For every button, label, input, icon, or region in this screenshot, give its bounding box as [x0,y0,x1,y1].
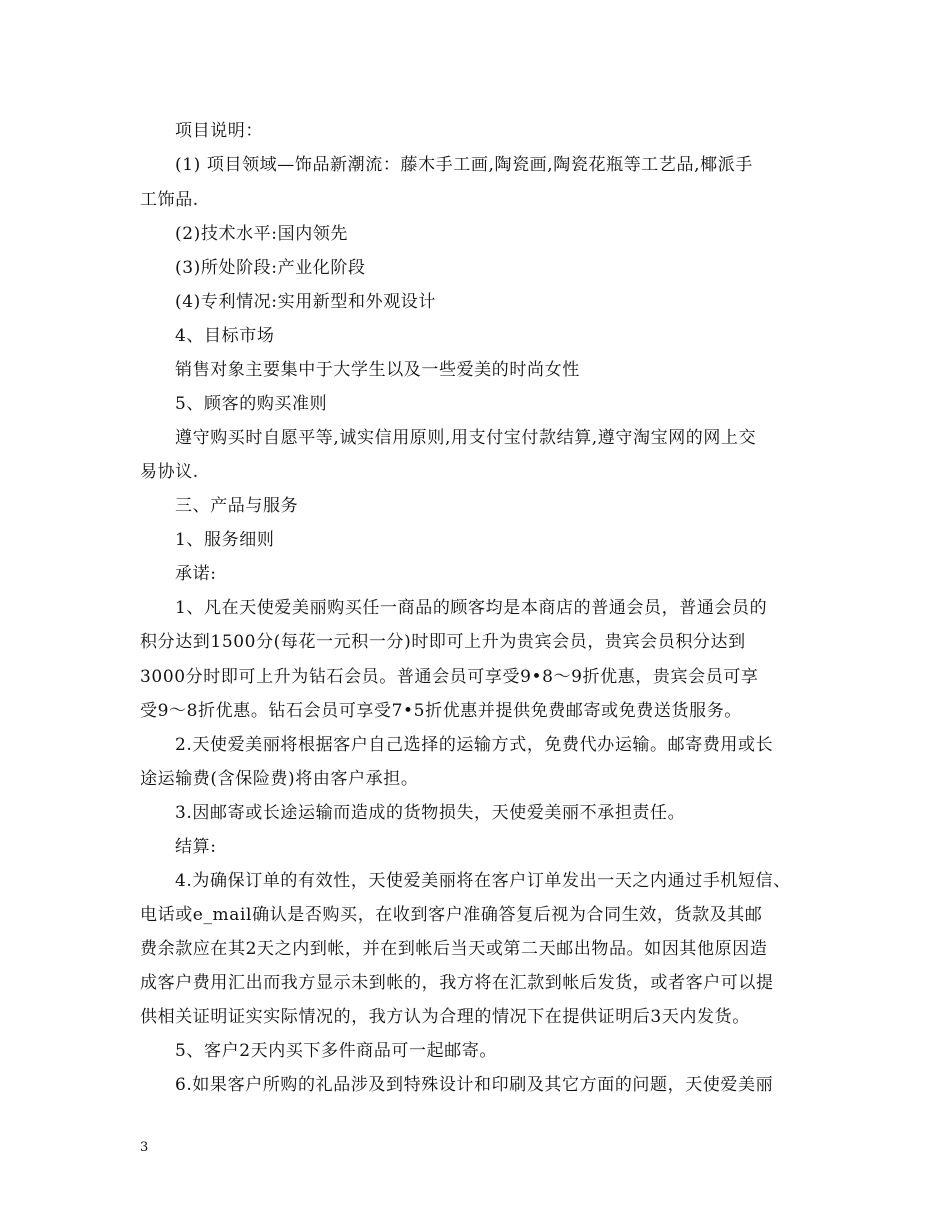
paragraph-line: (4)专利情况:实用新型和外观设计 [175,292,437,312]
paragraph-line: 遵守购买时自愿平等,诚实信用原则,用支付宝付款结算,遵守淘宝网的网上交 [175,428,757,448]
paragraph-line: 途运输费(含保险费)将由客户承担。 [140,769,419,789]
section-heading: 三、产品与服务 [175,496,299,516]
paragraph-line: 销售对象主要集中于大学生以及一些爱美的时尚女性 [175,360,580,380]
paragraph-line: 结算: [175,837,217,857]
paragraph-line: 易协议. [140,462,199,482]
paragraph-line: 受9～8折优惠。钻石会员可享受7•5折优惠并提供免费邮寄或免费送货服务。 [140,701,742,721]
paragraph-line: 成客户费用汇出而我方显示未到帐的，我方将在汇款到帐后发货，或者客户可以提 [140,973,774,993]
paragraph-line: 费余款应在其2天之内到帐，并在到帐后当天或第二天邮出物品。如因其他原因造 [140,939,768,959]
paragraph-line: 供相关证明证实实际情况的，我方认为合理的情况下在提供证明后3天内发货。 [140,1007,750,1027]
section-heading: 1、服务细则 [175,530,275,550]
paragraph-line: 1、凡在天使爱美丽购买任一商品的顾客均是本商店的普通会员，普通会员的 [175,598,768,618]
paragraph-line: 2.天使爱美丽将根据客户自己选择的运输方式，免费代办运输。邮寄费用或长 [175,735,774,755]
paragraph-line: 6.如果客户所购的礼品涉及到特殊设计和印刷及其它方面的问题，天使爱美丽 [175,1075,774,1095]
paragraph-line: (3)所处阶段:产业化阶段 [175,258,366,278]
section-heading: 项目说明： [175,121,263,141]
paragraph-line: 电话或e_mail确认是否购买，在收到客户准确答复后视为合同生效，货款及其邮 [140,905,763,925]
paragraph-line: (2)技术水平:国内领先 [175,224,349,244]
page-number: 3 [140,1140,149,1155]
paragraph-line: 4.为确保订单的有效性，天使爱美丽将在客户订单发出一天之内通过手机短信、 [175,871,791,891]
paragraph-line: 3000分时即可上升为钻石会员。普通会员可享受9•8～9折优惠，贵宾会员可享 [140,667,759,687]
section-heading: 4、目标市场 [175,326,275,346]
paragraph-line: 3.因邮寄或长途运输而造成的货物损失，天使爱美丽不承担责任。 [175,803,686,823]
paragraph-line: 5、客户2天内买下多件商品可一起邮寄。 [175,1041,498,1061]
paragraph-line: (1) 项目领域—饰品新潮流：藤木手工画,陶瓷画,陶瓷花瓶等工艺品,椰派手 [175,155,753,175]
paragraph-line: 积分达到1500分(每花一元积一分)时即可上升为贵宾会员，贵宾会员积分达到 [140,632,746,652]
paragraph-line: 承诺: [175,564,217,584]
section-heading: 5、顾客的购买准则 [175,394,328,414]
paragraph-line: 工饰品. [140,190,199,210]
